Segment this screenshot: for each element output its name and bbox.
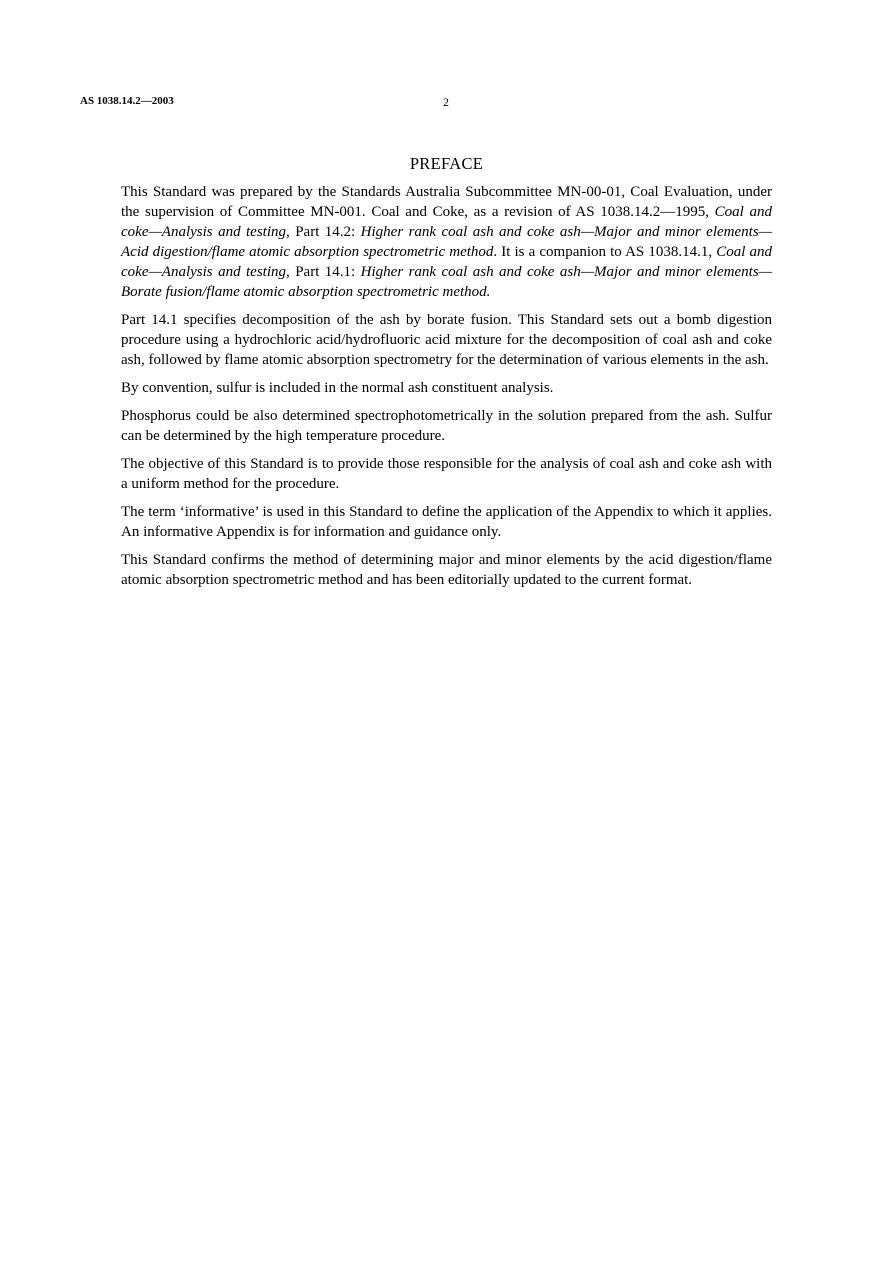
preface-paragraph-1	[121, 182, 772, 302]
preface-title: PREFACE	[409, 154, 484, 173]
page-number: 2	[443, 95, 449, 109]
cited-title: Coal and coke—Analysis and testing,	[121, 204, 772, 240]
preface-paragraph-5: The objective of this Standard is to provide those responsible for the analysis of coal ash and coke ash with a uniform method for the procedure.	[121, 456, 772, 492]
text-run: . It is a companion to AS 1038.14.1,	[493, 244, 717, 260]
cited-title: Coal and coke—Analysis and testing,	[121, 244, 772, 280]
preface-paragraph-7: This Standard confirms the method of determining major and minor elements by the acid digestion/flame atomic absorption spectrometric method and has been editorially updated to the current format.	[121, 552, 772, 588]
text-run: This Standard was prepared by the Standards Australia Subcommittee MN-00-01, Coal Evaluation, under the supervision of Committee MN-001. Coal and Coke, as a revision of AS 1038.14.2—1995,	[121, 184, 772, 220]
page-header	[80, 95, 820, 111]
preface-paragraph-2: Part 14.1 specifies decomposition of the ash by borate fusion. This Standard sets out a bomb digestion procedure using a hydrochloric acid/hydrofluoric acid mixture for the decomposition of coal ash and coke ash, followed by flame atomic absorption spectrometry for the determination of various elements in the ash.	[121, 312, 772, 368]
text-run: Part 14.1:	[289, 264, 361, 280]
cited-title: Higher rank coal ash and coke ash—Major and minor elements—Acid digestion/flame atomic absorption spectrometric method	[121, 224, 772, 260]
document-identifier: AS 1038.14.2—2003	[80, 95, 174, 107]
preface-paragraph-3: By convention, sulfur is included in the normal ash constituent analysis.	[121, 380, 554, 396]
preface-section	[121, 154, 772, 598]
cited-title: Higher rank coal ash and coke ash—Major and minor elements—Borate fusion/flame atomic absorption spectrometric method.	[121, 264, 772, 300]
preface-paragraph-4: Phosphorus could be also determined spectrophotometrically in the solution prepared from the ash. Sulfur can be determined by the high temperature procedure.	[121, 408, 772, 444]
text-run: Part 14.2:	[289, 224, 361, 240]
preface-paragraph-6: The term ‘informative’ is used in this Standard to define the application of the Appendix to which it applies. An informative Appendix is for information and guidance only.	[121, 504, 772, 540]
